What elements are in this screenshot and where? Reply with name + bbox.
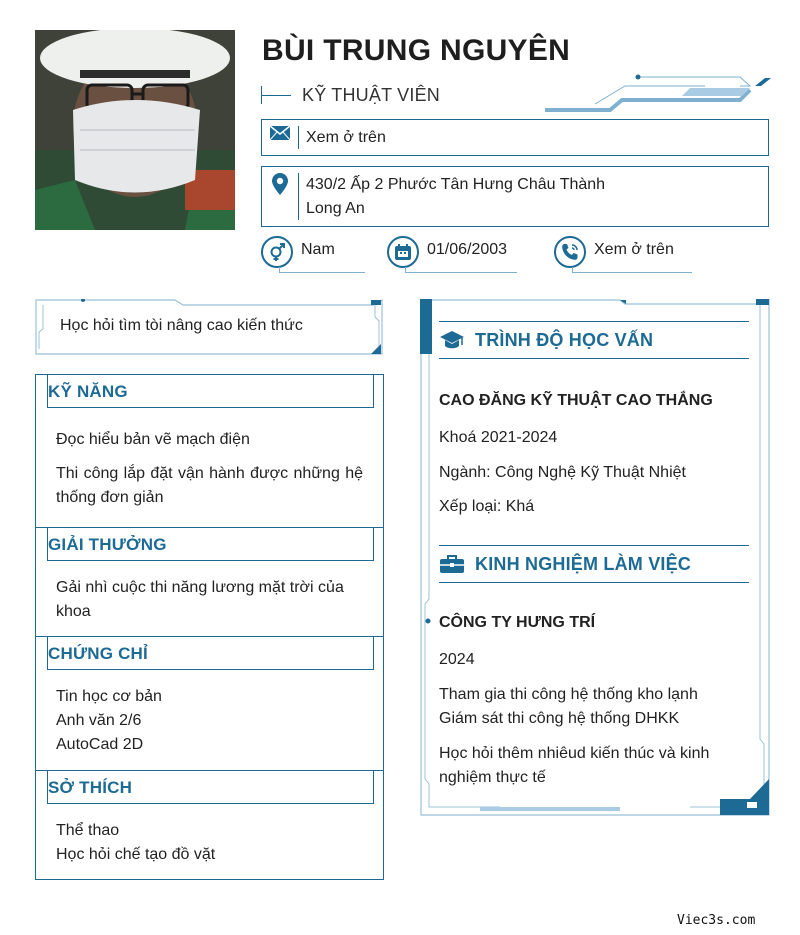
experience-heading-box [439,545,749,583]
certificates-heading: CHỨNG CHỈ [48,644,148,663]
address-line-2: Long An [306,200,365,217]
skills-section [35,374,384,528]
skills-heading-box [47,374,374,408]
phone-value: Xem ở trên [594,241,674,258]
experience-line: nghiệm thực tế [439,769,546,786]
calendar-icon [387,236,419,268]
phone-underline [576,272,692,273]
briefcase-icon [439,554,475,574]
education-heading: TRÌNH ĐỘ HỌC VẤN [475,329,654,350]
education-heading-box [439,321,749,359]
role-row [261,84,440,106]
circuit-decoration [540,70,772,114]
experience-line: Giám sát thi công hệ thống DHKK [439,710,680,727]
skill-item: Thi công lắp đặt vận hành được những hệ thống đơn giản [56,465,363,506]
awards-heading: GIẢI THƯỞNG [48,535,167,554]
phone-icon [554,236,586,268]
experience-company: CÔNG TY HƯNG TRÍ [439,614,596,631]
education-school: CAO ĐĂNG KỸ THUẬT CAO THẮNG [439,392,713,409]
education-major: Ngành: Công Nghệ Kỹ Thuật Nhiệt [439,464,686,481]
left-column [35,375,384,880]
right-panel [420,299,770,816]
certificates-section [35,636,384,771]
experience-heading: KINH NGHIỆM LÀM VIỆC [475,553,692,574]
candidate-name: BÙI TRUNG NGUYÊN [262,34,571,67]
education-period: Khoá 2021-2024 [439,429,558,446]
hobby-item: Thể thao [56,822,120,839]
skill-item: Đọc hiểu bản vẽ mạch điện [56,431,250,448]
phone-item [554,236,674,268]
hobby-item: Học hỏi chế tạo đồ vặt [56,846,216,863]
graduation-cap-icon [439,329,475,351]
address-value [299,167,605,221]
hobbies-heading-box [47,770,374,804]
certificates-heading-box [47,636,374,670]
gender-item [261,236,335,268]
birthday-value: 01/06/2003 [427,241,508,258]
awards-heading-box [47,527,374,561]
experience-year: 2024 [439,651,475,668]
education-grade: Xếp loại: Khá [439,498,535,515]
certificate-item: Tin học cơ bản [56,688,162,705]
skills-heading: KỸ NĂNG [48,382,128,401]
award-item: Gải nhì cuộc thi năng lương mặt trời của khoa [56,579,344,620]
gender-underline [283,272,365,273]
profile-photo [35,30,235,230]
gender-value: Nam [301,241,335,258]
address-line-1: 430/2 Ấp 2 Phước Tân Hưng Châu Thành [306,176,606,193]
role-line-decoration [261,84,293,106]
email-box [261,119,769,156]
awards-section [35,527,384,637]
hobbies-heading: SỞ THÍCH [48,778,133,797]
experience-line: Tham gia thi công hệ thống kho lạnh [439,686,698,703]
job-title: KỸ THUẬT VIÊN [302,84,440,105]
hobbies-section [35,770,384,880]
envelope-icon [262,120,298,140]
certificate-item: AutoCad 2D [56,736,144,753]
map-pin-icon [262,167,298,195]
address-box [261,166,769,227]
birthday-item [387,236,507,268]
experience-line: Học hỏi thêm nhiêud kiến thúc và kinh [439,745,710,762]
footer-watermark: Viec3s.com [677,913,756,928]
certificate-item: Anh văn 2/6 [56,712,142,729]
email-value: Xem ở trên [306,129,386,146]
gender-icon [261,236,293,268]
birthday-underline [409,272,517,273]
objective-box [35,299,383,355]
objective-text: Học hỏi tìm tòi nâng cao kiến thức [60,317,303,334]
